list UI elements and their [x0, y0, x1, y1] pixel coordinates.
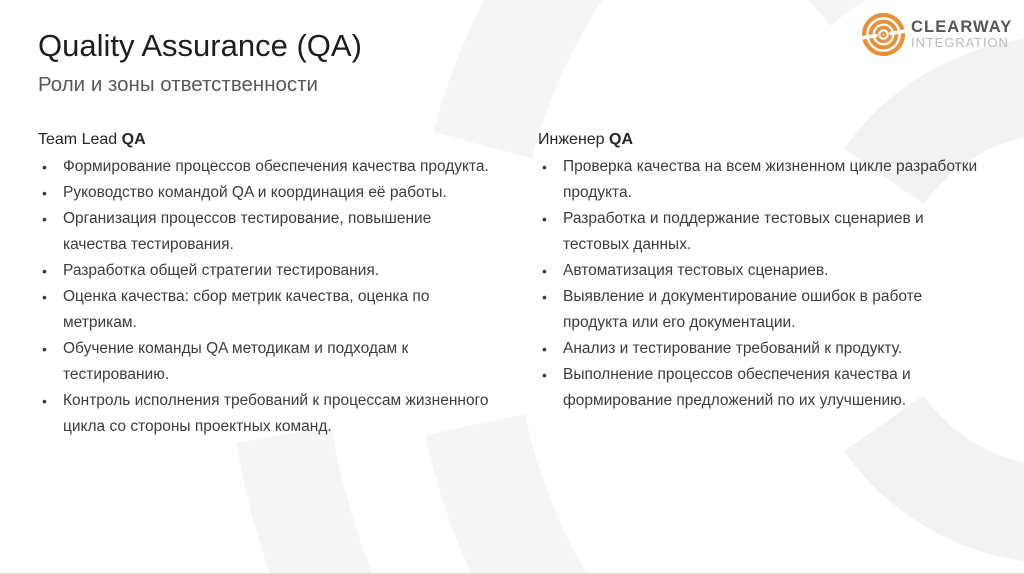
bullet-icon: •	[42, 185, 47, 201]
bullet-icon: •	[542, 263, 547, 279]
list-item	[38, 336, 493, 388]
qa-engineer-heading	[538, 129, 986, 150]
list-item-text: Формирование процессов обеспечения качества продукта.	[63, 158, 489, 175]
list-item	[38, 284, 493, 336]
heading-text: Инженер	[538, 131, 605, 148]
team-lead-heading	[38, 129, 493, 150]
list-item	[38, 154, 493, 180]
list-item	[538, 336, 986, 362]
list-item	[538, 154, 986, 206]
list-item-text: Организация процессов тестирование, повышение качества тестирования.	[63, 210, 432, 253]
list-item-text: Обучение команды QA методикам и подходам к тестированию.	[63, 340, 409, 383]
heading-qa: QA	[121, 131, 146, 148]
logo-line2: INTEGRATION	[911, 35, 1009, 50]
list-item-text: Выполнение процессов обеспечения качества и формирование предложений по их улучшению.	[563, 366, 911, 409]
bullet-icon: •	[542, 211, 547, 227]
bullet-icon: •	[42, 159, 47, 175]
header	[38, 26, 362, 98]
bullet-icon: •	[542, 341, 547, 357]
qa-engineer-list	[538, 154, 986, 414]
list-item-text: Проверка качества на всем жизненном цикле разработки продукта.	[563, 158, 978, 201]
list-item-text: Оценка качества: сбор метрик качества, оценка по метрикам.	[63, 288, 430, 331]
list-item-text: Выявление и документирование ошибок в работе продукта или его документации.	[563, 288, 923, 331]
logo-wordmark	[911, 19, 1012, 50]
list-item	[38, 258, 493, 284]
bullet-icon: •	[42, 263, 47, 279]
logo-line1: CLEARWAY	[911, 18, 1013, 36]
team-lead-list	[38, 154, 493, 440]
list-item	[38, 388, 493, 440]
list-item	[38, 206, 493, 258]
list-item	[538, 284, 986, 336]
list-item	[538, 362, 986, 414]
list-item-text: Контроль исполнения требований к процессам жизненного цикла со стороны проектных команд.	[63, 392, 489, 435]
qa-engineer-column	[538, 129, 986, 414]
team-lead-column	[38, 129, 493, 440]
bullet-icon: •	[542, 367, 547, 383]
bullet-icon: •	[42, 341, 47, 357]
list-item-text: Разработка общей стратегии тестирования.	[63, 262, 380, 279]
heading-qa: QA	[609, 131, 634, 148]
page-subtitle: Роли и зоны ответственности	[38, 73, 319, 96]
concentric-rings-icon	[861, 12, 906, 57]
list-item	[538, 206, 986, 258]
clearway-logo	[861, 12, 1012, 57]
bullet-icon: •	[542, 289, 547, 305]
list-item-text: Руководство командой QA и координация её работы.	[63, 184, 447, 201]
page-title: Quality Assurance (QA)	[38, 28, 362, 63]
list-item-text: Разработка и поддержание тестовых сценариев и тестовых данных.	[563, 210, 924, 253]
heading-text: Team Lead	[38, 131, 118, 148]
bullet-icon: •	[42, 289, 47, 305]
list-item	[38, 180, 493, 206]
list-item	[538, 258, 986, 284]
list-item-text: Анализ и тестирование требований к продукту.	[563, 340, 903, 357]
bullet-icon: •	[42, 211, 47, 227]
bullet-icon: •	[42, 393, 47, 409]
bullet-icon: •	[542, 159, 547, 175]
list-item-text: Автоматизация тестовых сценариев.	[563, 262, 829, 279]
